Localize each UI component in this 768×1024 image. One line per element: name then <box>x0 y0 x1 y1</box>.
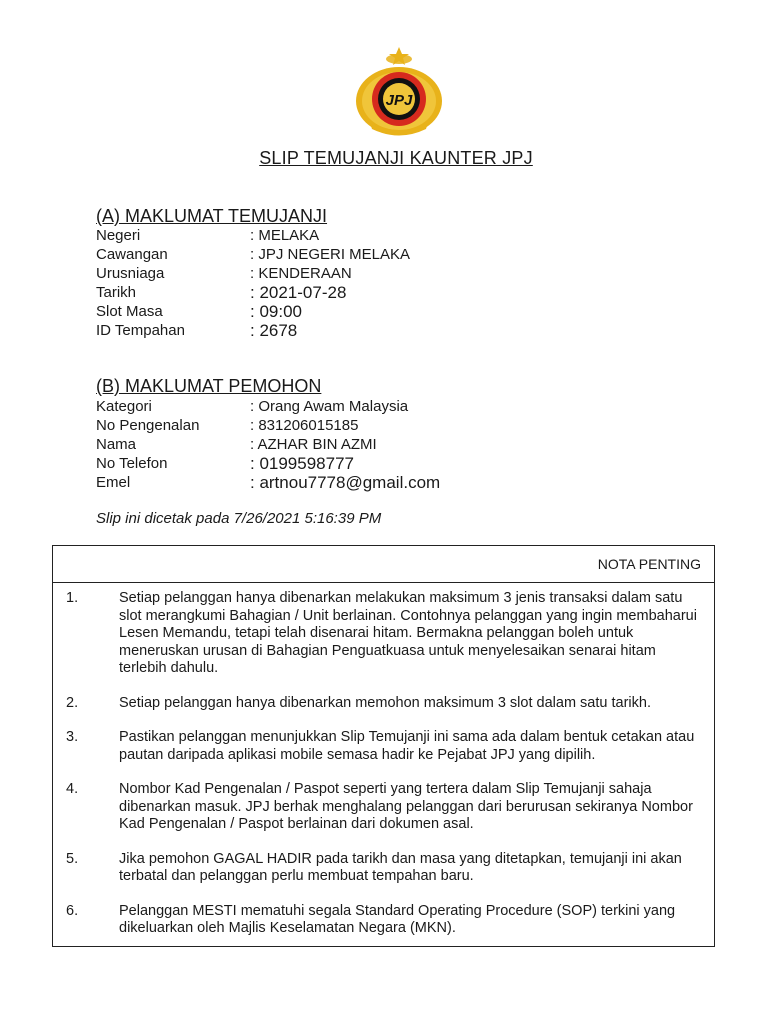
row-cawangan <box>96 245 410 264</box>
row-nama <box>96 435 440 454</box>
value-negeri: : MELAKA <box>250 227 320 244</box>
value-no-telefon: : 0199598777 <box>250 454 354 473</box>
row-urusniaga <box>96 264 410 283</box>
row-kategori <box>96 397 440 416</box>
value-no-pengenalan: : 831206015185 <box>250 417 359 434</box>
nota-number: 4. <box>66 781 79 797</box>
row-id-tempahan <box>96 321 410 340</box>
row-no-pengenalan <box>96 416 440 435</box>
nota-text: Pelanggan MESTI mematuhi segala Standard Operating Procedure (SOP) terkini yang dikeluarkan oleh Majlis Keselamatan Negara (MKN). <box>119 902 676 936</box>
nota-heading: NOTA PENTING <box>53 546 714 583</box>
logo-text: JPJ <box>385 92 413 109</box>
label-no-telefon: No Telefon <box>96 455 168 472</box>
page-title: SLIP TEMUJANJI KAUNTER JPJ <box>259 148 533 168</box>
nota-text: Jika pemohon GAGAL HADIR pada tarikh dan masa yang ditetapkan, temujanji ini akan terbatal dan pelanggan perlu membuat tempahan baru. <box>119 850 682 884</box>
nota-number: 1. <box>66 590 79 606</box>
value-tarikh: : 2021-07-28 <box>250 283 347 302</box>
nota-number: 6. <box>66 902 79 919</box>
label-cawangan: Cawangan <box>96 246 168 263</box>
nota-item <box>53 781 714 834</box>
jpj-logo <box>354 45 444 137</box>
value-nama: : AZHAR BIN AZMI <box>250 436 377 453</box>
value-slot-masa: : 09:00 <box>250 302 302 321</box>
nota-text: Setiap pelanggan hanya dibenarkan memohon maksimum 3 slot dalam satu tarikh. <box>119 694 651 711</box>
nota-text: Nombor Kad Pengenalan / Paspot seperti yang tertera dalam Slip Temujanji sahaja dibenarkan masuk. JPJ berhak menghalang pelanggan dari berurusan sekiranya Nombor Kad Pengenalan / Paspot berlainan dari dokumen asal. <box>119 781 693 832</box>
row-slot-masa <box>96 302 410 321</box>
row-emel <box>96 473 440 492</box>
value-kategori: : Orang Awam Malaysia <box>250 398 409 415</box>
row-tarikh <box>96 283 410 302</box>
nota-number: 5. <box>66 850 79 867</box>
nota-list <box>53 590 714 955</box>
printed-timestamp: Slip ini dicetak pada 7/26/2021 5:16:39 PM <box>96 510 382 527</box>
label-id-tempahan: ID Tempahan <box>96 322 185 339</box>
label-emel: Emel <box>96 474 131 491</box>
label-tarikh: Tarikh <box>96 284 137 301</box>
label-slot-masa: Slot Masa <box>96 303 163 320</box>
label-negeri: Negeri <box>96 227 141 244</box>
nota-number: 3. <box>66 729 79 745</box>
label-urusniaga: Urusniaga <box>96 265 165 282</box>
value-emel: : artnou7778@gmail.com <box>250 473 441 492</box>
nota-item <box>53 851 714 886</box>
label-no-pengenalan: No Pengenalan <box>96 417 200 434</box>
value-urusniaga: : KENDERAAN <box>250 265 352 282</box>
label-kategori: Kategori <box>96 398 152 415</box>
section-a-title: (A) MAKLUMAT TEMUJANJI <box>96 206 328 226</box>
section-b-title: (B) MAKLUMAT PEMOHON <box>96 376 322 396</box>
nota-text: Setiap pelanggan hanya dibenarkan melakukan maksimum 3 jenis transaksi dalam satu slot merangkumi Bahagian / Unit berlainan. Contohnya pelanggan yang ingin membaharui Lesen Memandu, tetapi telah disenarai hitam. Bermakna pelanggan boleh untuk meneruskan urusan di Bahagian Penguatkuasa untuk menyelesaikan senarai hitam terlebih dahulu. <box>119 590 697 676</box>
nota-penting-box <box>52 545 715 947</box>
section-b-rows <box>96 397 440 492</box>
value-id-tempahan: : 2678 <box>250 321 298 340</box>
nota-text: Pastikan pelanggan menunjukkan Slip Temujanji ini sama ada dalam bentuk cetakan atau pautan daripada aplikasi mobile semasa hadir ke Pejabat JPJ yang dipilih. <box>119 729 695 763</box>
nota-item <box>53 695 714 713</box>
row-negeri <box>96 226 410 245</box>
nota-item <box>53 729 714 764</box>
section-a-rows <box>96 226 410 340</box>
nota-number: 2. <box>66 694 79 711</box>
row-no-telefon <box>96 454 440 473</box>
label-nama: Nama <box>96 436 137 453</box>
nota-item <box>53 590 714 678</box>
nota-item <box>53 903 714 938</box>
value-cawangan: : JPJ NEGERI MELAKA <box>250 246 411 263</box>
